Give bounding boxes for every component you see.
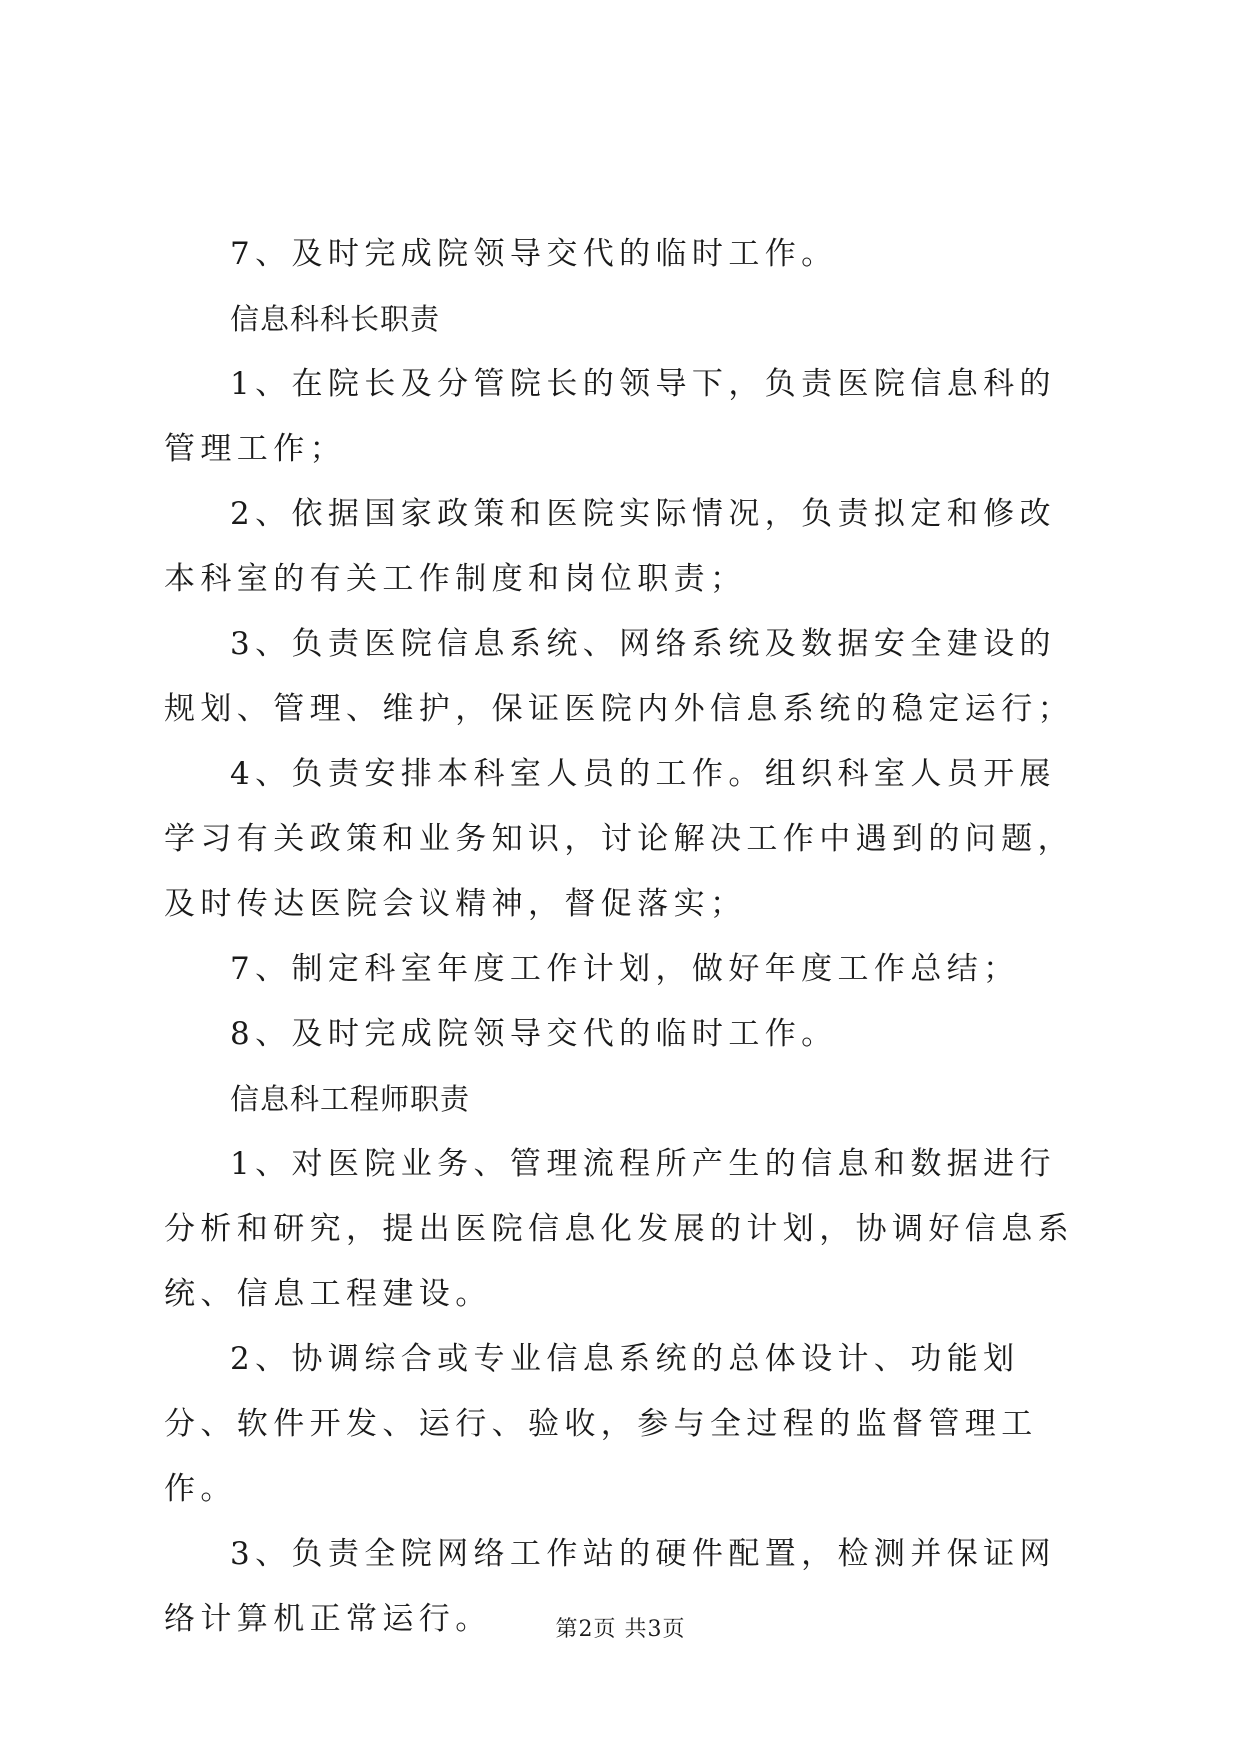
section-heading-engineer: 信息科工程师职责 xyxy=(230,1082,471,1116)
document-body xyxy=(164,222,1084,1652)
paragraph-engineer-3: 3、负责全院网络工作站的硬件配置，检测并保证网络计算机正常运行。 xyxy=(164,1536,1056,1637)
paragraph-director-4: 4、负责安排本科室人员的工作。组织科室人员开展学习有关政策和业务知识，讨论解决工作中遇到的问题，及时传达医院会议精神，督促落实； xyxy=(164,756,1074,922)
paragraph-director-7: 7、制定科室年度工作计划，做好年度工作总结； xyxy=(230,951,1020,987)
paragraph-director-3: 3、负责医院信息系统、网络系统及数据安全建设的规划、管理、维护，保证医院内外信息系统的稳定运行； xyxy=(164,626,1074,727)
page-footer: 第2页 共3页 xyxy=(555,1617,686,1642)
paragraph-item-7-tasks: 7、及时完成院领导交代的临时工作。 xyxy=(230,236,838,272)
paragraph-director-2: 2、依据国家政策和医院实际情况，负责拟定和修改本科室的有关工作制度和岗位职责； xyxy=(164,496,1056,597)
paragraph-engineer-2: 2、协调综合或专业信息系统的总体设计、功能划分、软件开发、运行、验收，参与全过程的监督管理工作。 xyxy=(164,1341,1038,1507)
paragraph-director-1: 1、在院长及分管院长的领导下，负责医院信息科的管理工作； xyxy=(164,366,1056,467)
paragraph-director-8: 8、及时完成院领导交代的临时工作。 xyxy=(230,1016,838,1052)
paragraph-engineer-1: 1、对医院业务、管理流程所产生的信息和数据进行分析和研究，提出医院信息化发展的计划，协调好信息系统、信息工程建设。 xyxy=(164,1146,1074,1312)
section-heading-director: 信息科科长职责 xyxy=(230,302,441,336)
